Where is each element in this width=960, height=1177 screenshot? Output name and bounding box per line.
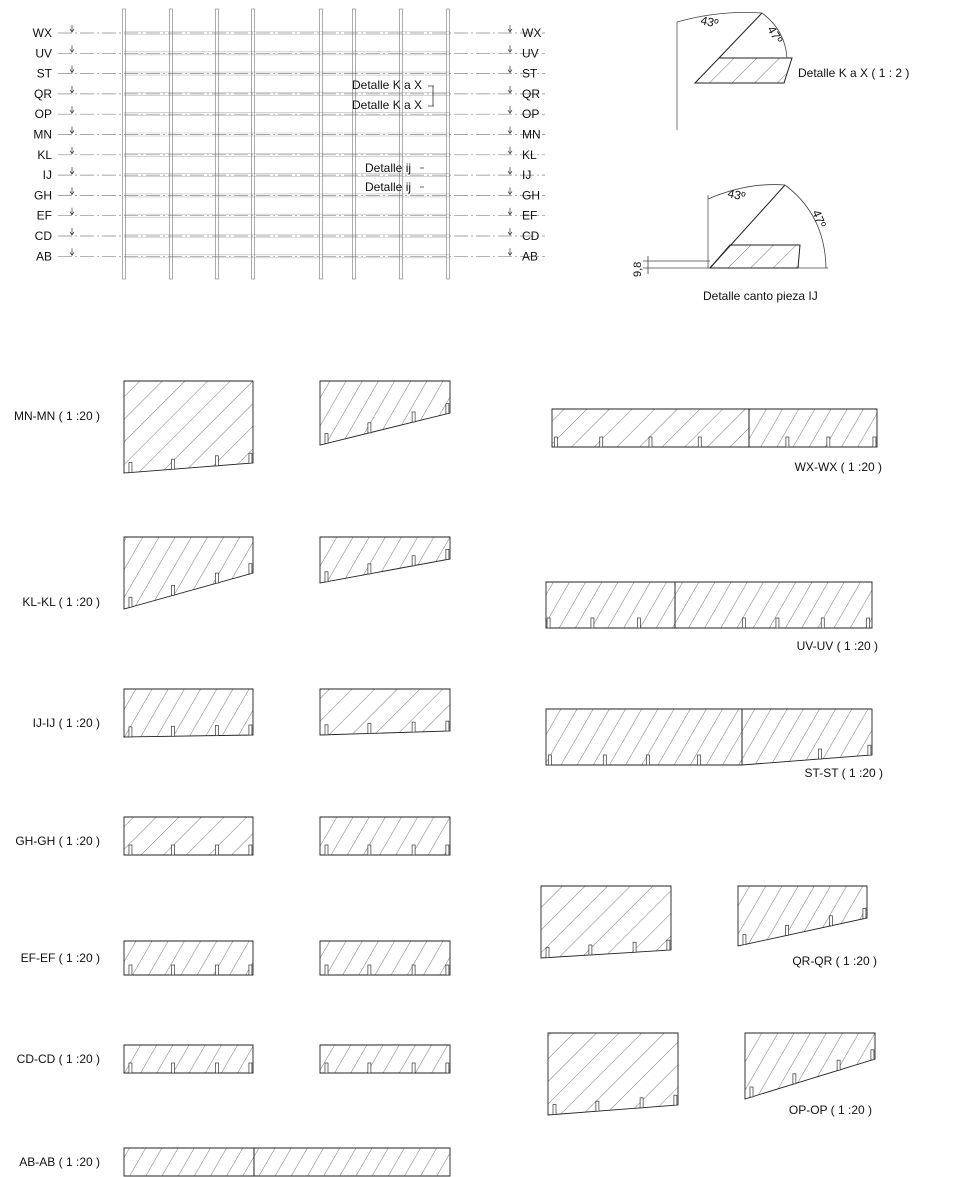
plan-row-mn [33, 127, 545, 142]
section-label: GH-GH ( 1 :20 ) [15, 834, 100, 848]
plan-row-label-right: CD [522, 229, 540, 243]
detail-k-a-x [677, 12, 909, 130]
section-label: MN-MN ( 1 :20 ) [13, 409, 100, 423]
section-label: AB-AB ( 1 :20 ) [19, 1155, 100, 1169]
plan-row-gh [34, 187, 545, 202]
callout-detail-kx-2: Detalle K a X [352, 98, 423, 112]
plan-row-label-right: ST [522, 66, 538, 81]
detail-kx-caption: Detalle K a X ( 1 : 2 ) [798, 66, 910, 80]
plan-row-label-right: UV [522, 46, 539, 61]
plan-row-label-left: GH [34, 188, 52, 203]
detail-ij-angle-b: 47º [809, 207, 829, 230]
plan-row-kl [37, 147, 545, 162]
plan-view [33, 9, 545, 279]
plan-row-label-left: CD [34, 229, 52, 243]
callout-detail-ij-2: Detalle ij [365, 180, 412, 194]
section-label: QR-QR ( 1 :20 ) [792, 954, 877, 968]
section-gh-gh [15, 817, 450, 855]
plan-row-label-left: ST [36, 66, 52, 81]
plan-row-label-left: OP [34, 107, 52, 122]
plan-row-label-left: IJ [42, 168, 52, 183]
plan-row-label-left: MN [33, 127, 52, 142]
plan-row-qr [34, 86, 545, 101]
plan-row-wx [33, 25, 545, 40]
section-ij-ij [33, 689, 450, 737]
plan-row-label-right: WX [522, 26, 542, 40]
plan-row-label-right: EF [522, 208, 538, 223]
detail-canto-ij [632, 185, 829, 303]
plan-row-label-right: KL [522, 147, 537, 162]
detail-kx-angle-a: 43º [699, 13, 720, 31]
section-views [14, 381, 883, 1176]
detail-kx-angle-b: 47º [764, 23, 786, 46]
section-uv-uv [546, 582, 878, 653]
section-cd-cd [17, 1045, 450, 1073]
section-op-op [548, 1033, 875, 1117]
plan-row-label-right: AB [522, 249, 539, 264]
plan-row-st [37, 66, 545, 81]
section-label: IJ-IJ ( 1 :20 ) [32, 716, 100, 730]
plan-row-label-left: UV [35, 46, 52, 61]
plan-row-label-left: EF [36, 208, 52, 223]
section-wx-wx [552, 409, 882, 474]
plan-row-label-right: OP [522, 107, 540, 122]
section-kl-kl [22, 537, 450, 609]
callout-detail-ij-1: Detalle ij [365, 161, 412, 175]
section-label: UV-UV ( 1 :20 ) [796, 639, 878, 653]
plan-row-label-right: MN [522, 127, 541, 142]
plan-row-ab [36, 248, 545, 263]
plan-row-label-left: WX [32, 26, 52, 40]
section-label: EF-EF ( 1 :20 ) [20, 951, 100, 965]
section-label: CD-CD ( 1 :20 ) [16, 1052, 100, 1066]
section-label: KL-KL ( 1 :20 ) [22, 595, 100, 609]
section-ef-ef [21, 941, 450, 975]
section-st-st [546, 709, 883, 780]
section-label: ST-ST ( 1 :20 ) [804, 766, 883, 780]
plan-row-cd [35, 228, 545, 243]
detail-ij-angle-a: 43º [726, 186, 747, 204]
plan-row-label-right: IJ [522, 168, 532, 183]
section-mn-mn [14, 381, 450, 473]
section-ab-ab [19, 1148, 450, 1176]
section-label: WX-WX ( 1 :20 ) [794, 460, 882, 474]
plan-row-ij [43, 167, 545, 182]
plan-row-label-left: QR [34, 86, 52, 101]
callout-detail-kx-1: Detalle K a X [352, 78, 423, 92]
plan-vertical-members [123, 9, 450, 279]
detail-ij-caption: Detalle canto pieza IJ [703, 289, 818, 303]
section-label: OP-OP ( 1 :20 ) [788, 1103, 872, 1117]
section-qr-qr [541, 886, 877, 968]
plan-row-label-left: AB [35, 249, 52, 264]
plan-row-uv [35, 45, 545, 60]
plan-row-op [35, 106, 545, 121]
plan-row-label-left: KL [37, 147, 52, 162]
plan-row-ef [37, 208, 545, 223]
plan-row-label-right: QR [522, 86, 540, 101]
plan-row-label-right: GH [522, 188, 540, 203]
detail-ij-thickness: 9,8 [632, 261, 644, 277]
